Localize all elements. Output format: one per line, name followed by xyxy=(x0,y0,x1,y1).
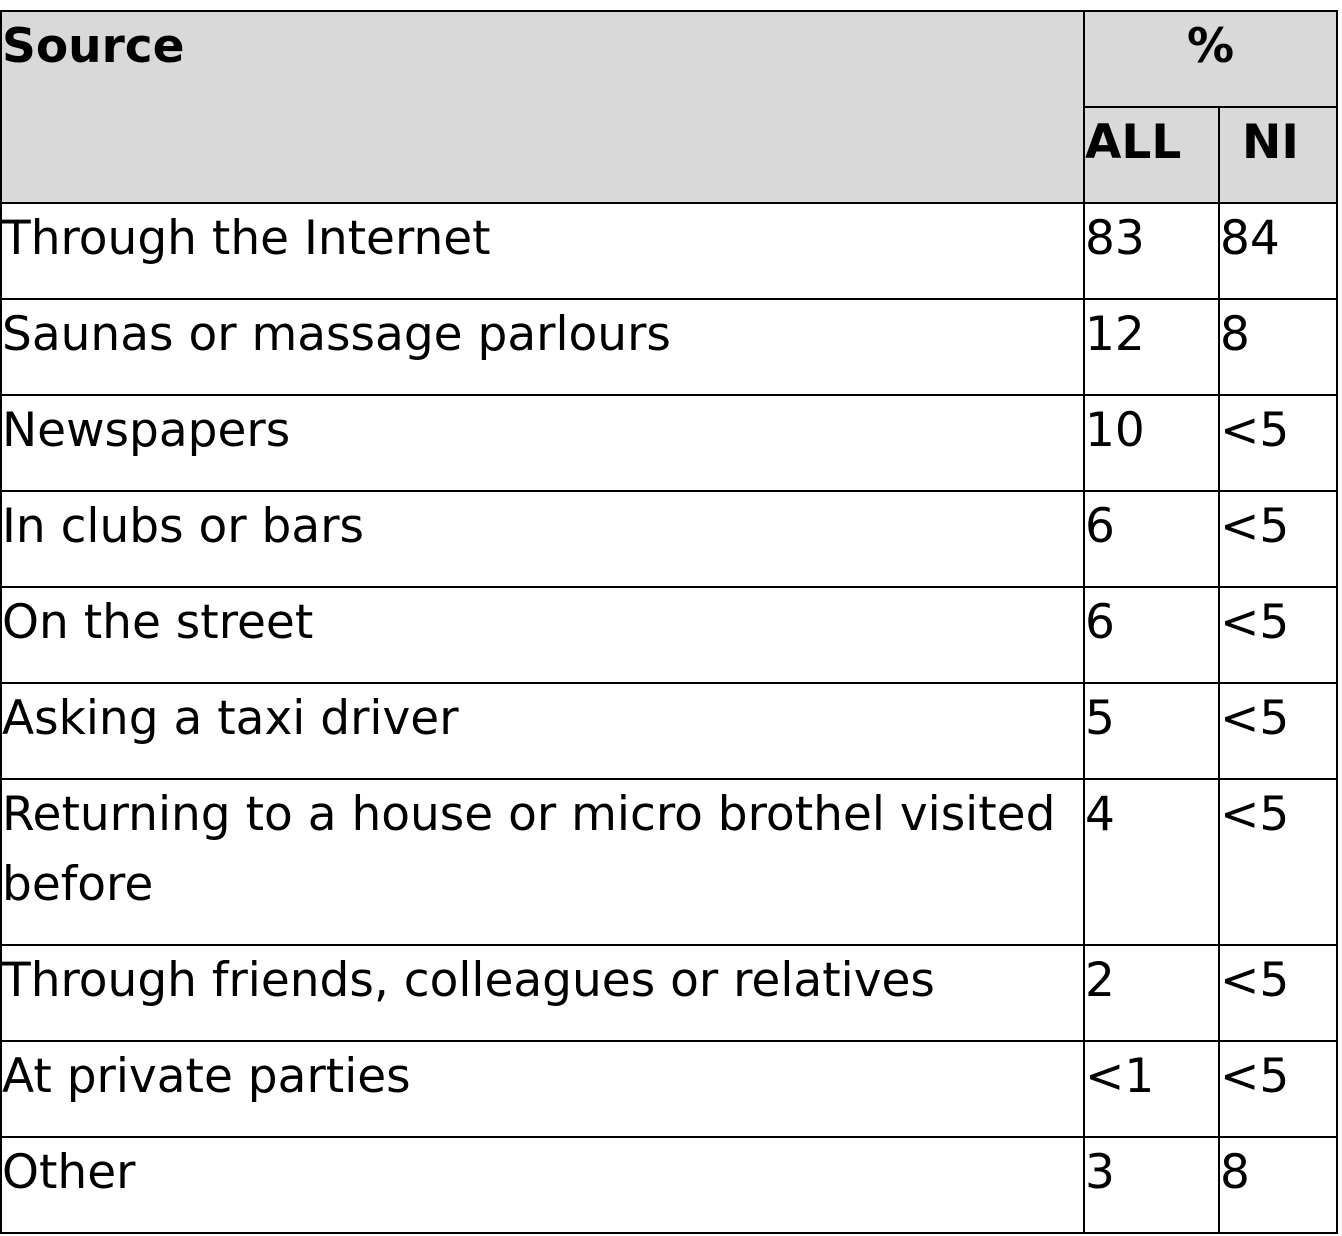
ni-value-cell: <5 xyxy=(1219,779,1337,945)
all-value-cell: 10 xyxy=(1084,395,1219,491)
ni-value-cell: 8 xyxy=(1219,299,1337,395)
table-header-row xyxy=(1,11,1337,107)
source-cell: Returning to a house or micro brothel visited before xyxy=(1,779,1084,945)
table-row xyxy=(1,203,1337,299)
source-cell: On the street xyxy=(1,587,1084,683)
source-cell: Asking a taxi driver xyxy=(1,683,1084,779)
all-value-cell: <1 xyxy=(1084,1041,1219,1137)
source-cell: Through the Internet xyxy=(1,203,1084,299)
table-row xyxy=(1,299,1337,395)
ni-value-cell: 8 xyxy=(1219,1137,1337,1233)
all-value-cell: 4 xyxy=(1084,779,1219,945)
ni-value-cell: <5 xyxy=(1219,491,1337,587)
ni-value-cell: <5 xyxy=(1219,587,1337,683)
ni-value-cell: <5 xyxy=(1219,683,1337,779)
source-cell: Newspapers xyxy=(1,395,1084,491)
ni-value-cell: <5 xyxy=(1219,1041,1337,1137)
table-row xyxy=(1,945,1337,1041)
table-row xyxy=(1,395,1337,491)
source-cell: Saunas or massage parlours xyxy=(1,299,1084,395)
source-column-header: Source xyxy=(1,11,1084,203)
percent-column-header: % xyxy=(1084,11,1337,107)
all-value-cell: 5 xyxy=(1084,683,1219,779)
ni-value-cell: <5 xyxy=(1219,945,1337,1041)
all-value-cell: 12 xyxy=(1084,299,1219,395)
table-row xyxy=(1,1137,1337,1233)
all-value-cell: 2 xyxy=(1084,945,1219,1041)
all-value-cell: 6 xyxy=(1084,587,1219,683)
source-cell: Through friends, colleagues or relatives xyxy=(1,945,1084,1041)
table-row xyxy=(1,779,1337,945)
ni-value-cell: 84 xyxy=(1219,203,1337,299)
source-cell: At private parties xyxy=(1,1041,1084,1137)
source-cell: Other xyxy=(1,1137,1084,1233)
source-cell: In clubs or bars xyxy=(1,491,1084,587)
table-row xyxy=(1,1041,1337,1137)
all-value-cell: 83 xyxy=(1084,203,1219,299)
table-row xyxy=(1,491,1337,587)
source-table xyxy=(0,10,1338,1234)
ni-value-cell: <5 xyxy=(1219,395,1337,491)
all-column-header: ALL xyxy=(1084,107,1219,203)
table-row xyxy=(1,587,1337,683)
ni-column-header: NI xyxy=(1219,107,1337,203)
all-value-cell: 3 xyxy=(1084,1137,1219,1233)
table-row xyxy=(1,683,1337,779)
all-value-cell: 6 xyxy=(1084,491,1219,587)
